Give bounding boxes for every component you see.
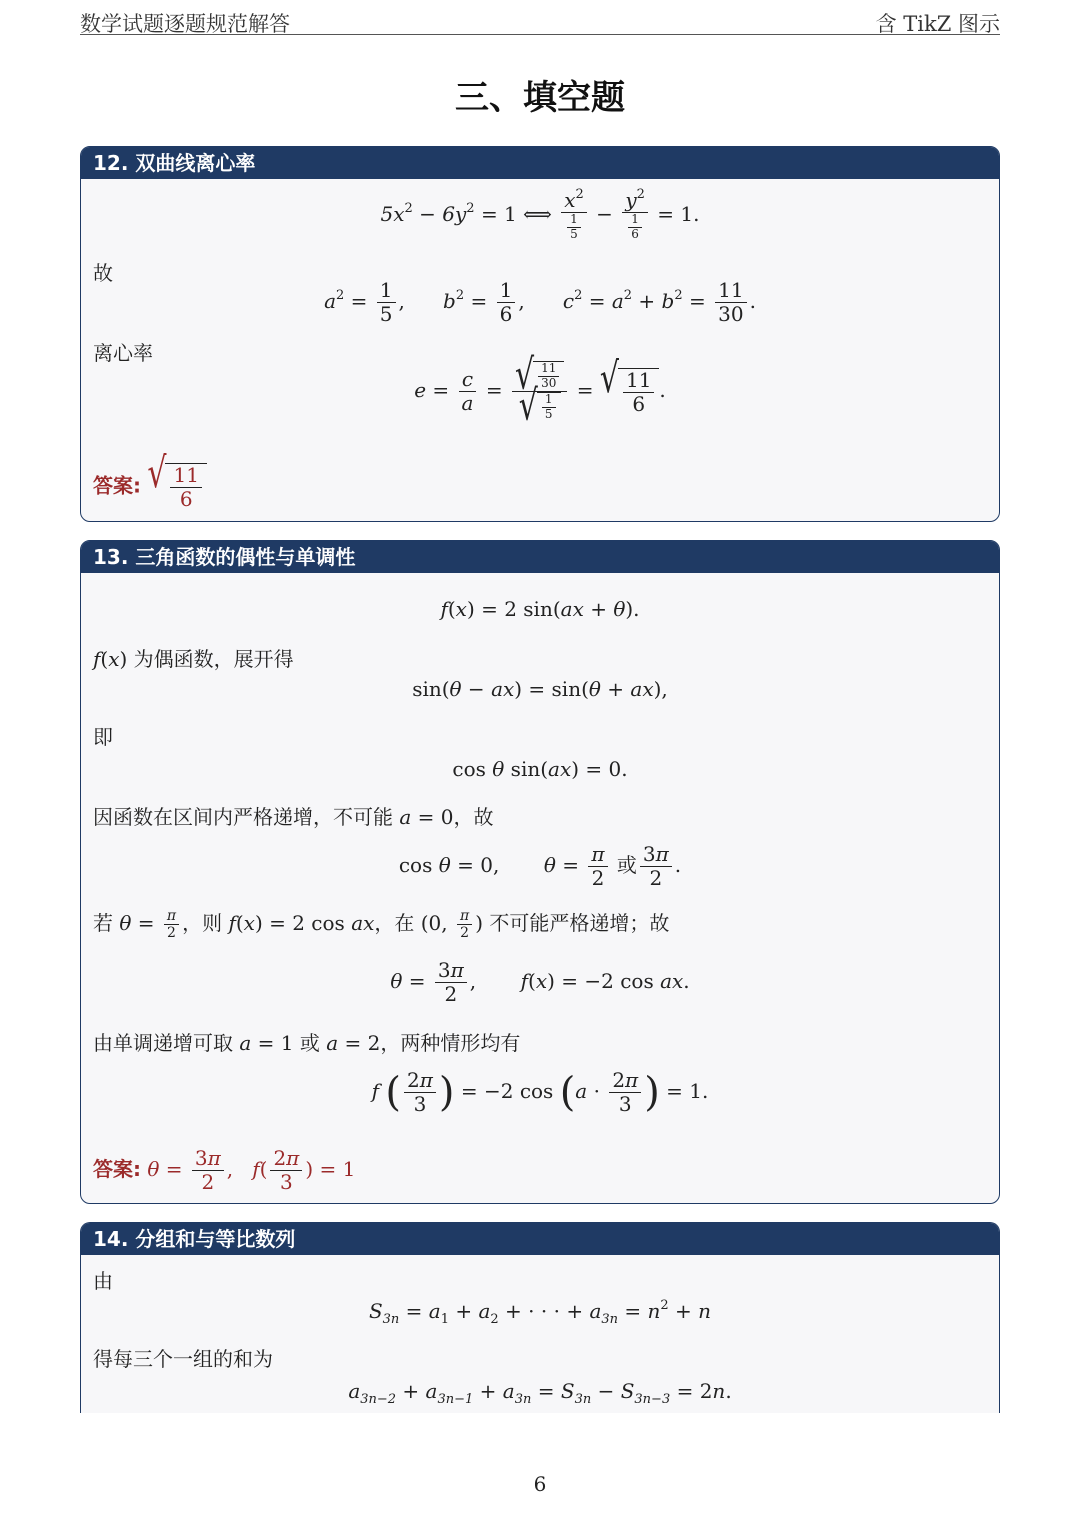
problem-12-title: 12. 双曲线离心率	[81, 147, 999, 179]
p13-eq-expand: sin(θ − ax) = sin(θ + ax),	[412, 677, 668, 701]
p13-line1: f(x) 为偶函数，展开得	[93, 647, 294, 671]
p12-text-eccentricity: 离心率	[93, 341, 153, 365]
p12-eq-abc: $a^2$ = $\frac{1}{5}$ , $b^2$ = $\frac{1}{6}$ , $c^2 = a^2 + b^2$ = $\frac{11}{30}$ .	[324, 278, 756, 326]
p13-text-increasing: 因函数在区间内严格递增，不可能	[93, 805, 393, 829]
p13-answer-label: 答案:	[93, 1157, 141, 1181]
p12-eq-e: e = $\frac{c}{a}$ = √ $\frac{11}{30}$ √ $\frac{1}{5}$ = √ $\frac{11}{6}$ .	[414, 350, 666, 431]
section-title: 三、填空题	[455, 78, 625, 118]
p13-eq-value: f ( $\frac{2\pi}{3}$ ) = −2 cos (a · $\frac{2\pi}{3}$ ) = 1.	[371, 1068, 709, 1116]
header-left-title: 数学试题逐题规范解答	[80, 12, 290, 36]
p12-text-gu: 故	[93, 261, 113, 285]
problem-12-box	[80, 146, 1000, 522]
page-header	[80, 6, 1000, 35]
p14-eq-sum: $S_{3n} = a_1 + a_2$ + · · · + $a_{3n} = n^2 + n$	[368, 1298, 712, 1327]
p12-answer-label: 答案:	[93, 473, 141, 498]
p14-text-you: 由	[93, 1269, 113, 1293]
p14-text-group: 得每三个一组的和为	[93, 1347, 273, 1371]
problem-14-title: 14. 分组和与等比数列	[81, 1223, 999, 1255]
problem-14-box	[80, 1222, 1000, 1413]
p13-text-ji: 即	[93, 725, 113, 749]
p12-eq-hyperbola: $5x^2 - 6y^2 = 1$ ⟺ $\frac{x^2}{\frac{1}{5}}$ − $\frac{y^2}{\frac{1}{6}}$ = 1.	[380, 187, 700, 241]
p13-or: 或	[616, 853, 637, 877]
p13-eq-cos-sin: cos θ sin(ax) = 0.	[452, 757, 628, 781]
p13-line5: 由单调递增可取 a = 1 或 a = 2，两种情形均有	[93, 1031, 521, 1055]
p14-eq-group-sum: $a_{3n-2} + a_{3n-1} + a_{3n} = S_{3n} - S_{3n-3} = 2n$.	[348, 1379, 732, 1407]
p13-text-even: 为偶函数，展开得	[133, 647, 294, 671]
p12-answer: 答案: √ $\frac{11}{6}$	[93, 463, 207, 511]
problem-13-title: 13. 三角函数的偶性与单调性	[81, 541, 999, 573]
p13-line4: 若 θ = $\frac{\pi}{2}$ ，则 f(x) = 2 cos ax，在 (0, $\frac{\pi}{2}$ ) 不可能严格递增；故	[93, 907, 670, 941]
p13-line3: 因函数在区间内严格递增，不可能 a = 0，故	[93, 805, 494, 829]
p13-eq-f: f(x) = 2 sin(ax + θ).	[440, 597, 640, 621]
p13-eq-theta-options: cos θ = 0, θ = $\frac{\pi}{2}$ 或 $\frac{3\pi}{2}$ .	[398, 842, 682, 890]
problem-13-box	[80, 540, 1000, 1204]
page-number: 6	[533, 1472, 547, 1496]
p13-eq-theta-final: θ = $\frac{3\pi}{2}$ , f(x) = −2 cos ax.	[390, 958, 690, 1006]
header-right-title: 含 TikZ 图示	[875, 12, 1000, 36]
p13-answer: 答案: θ = $\frac{3\pi}{2}$ , f( $\frac{2\pi}{3}$ ) = 1	[93, 1146, 356, 1194]
